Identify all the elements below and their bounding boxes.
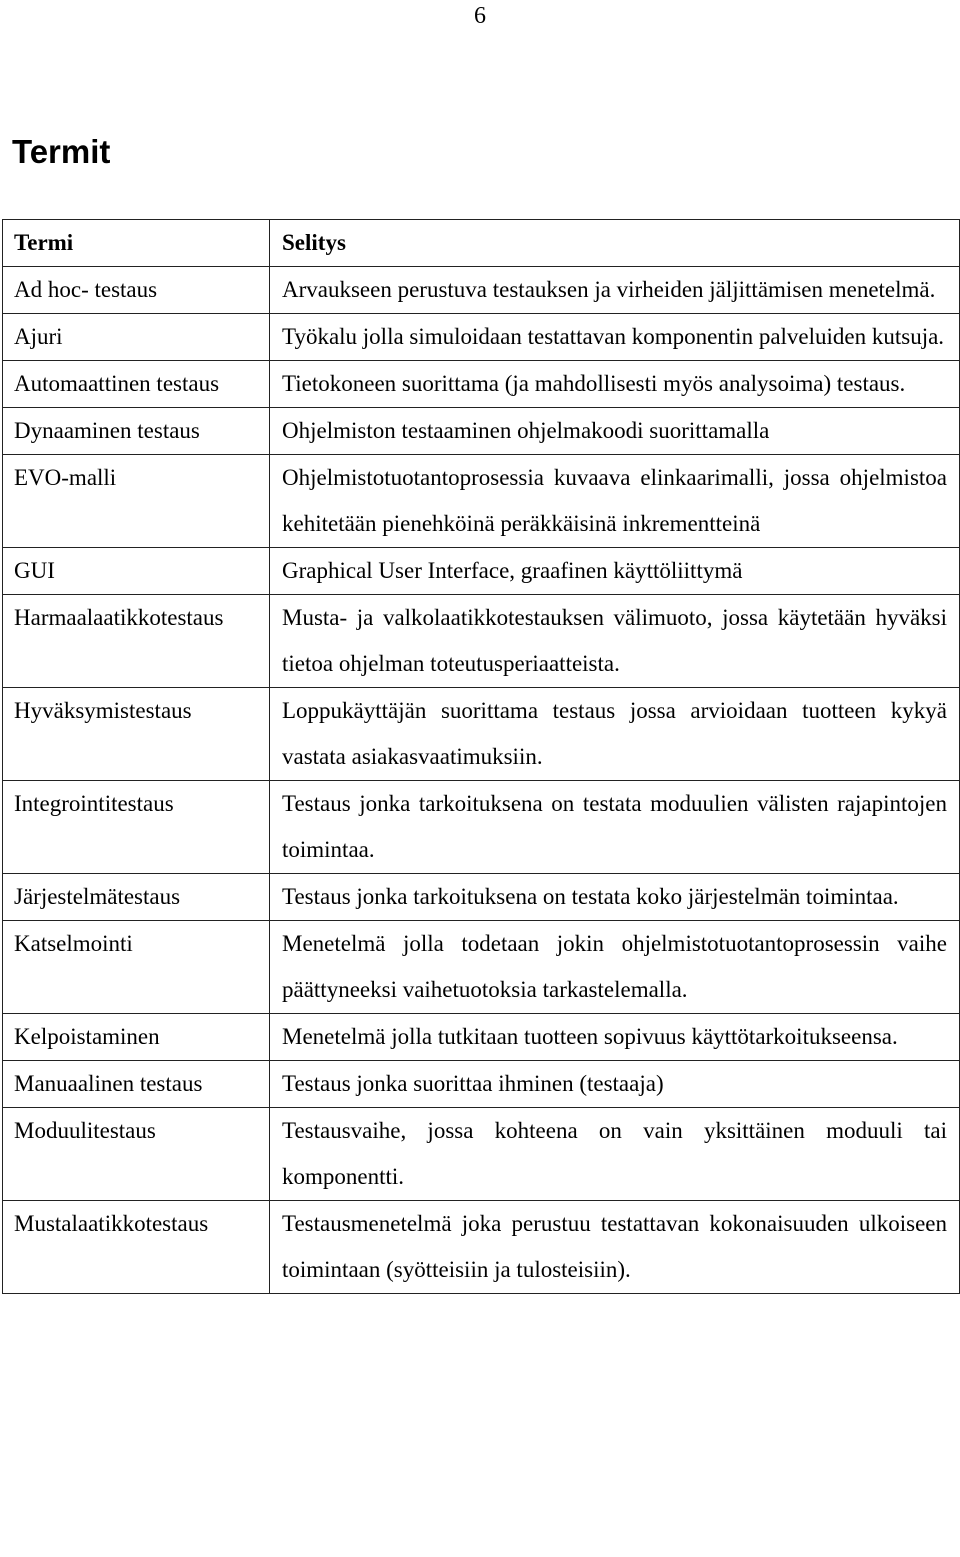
description-cell: Loppukäyttäjän suorittama testaus jossa arvioidaan tuotteen kykyä vastata asiakasvaatimuksiin. [270,688,960,781]
table-header-row [3,220,960,267]
term-cell: Katselmointi [3,921,270,1014]
term-cell: Järjestelmätestaus [3,874,270,921]
term-cell: EVO-malli [3,455,270,548]
term-cell: Kelpoistaminen [3,1014,270,1061]
term-cell: Harmaalaatikkotestaus [3,595,270,688]
description-cell: Ohjelmistotuotantoprosessia kuvaava elinkaarimalli, jossa ohjelmistoa kehitetään pienehköinä peräkkäisinä inkrementteinä [270,455,960,548]
term-cell: Dynaaminen testaus [3,408,270,455]
description-cell: Testausmenetelmä joka perustuu testattavan kokonaisuuden ulkoiseen toimintaan (syötteisiin ja tulosteisiin). [270,1201,960,1294]
table-row [3,781,960,874]
table-row [3,314,960,361]
description-cell: Työkalu jolla simuloidaan testattavan komponentin palveluiden kutsuja. [270,314,960,361]
table-row [3,1201,960,1294]
term-cell: Ad hoc- testaus [3,267,270,314]
term-cell: Automaattinen testaus [3,361,270,408]
term-cell: Integrointitestaus [3,781,270,874]
description-cell: Menetelmä jolla todetaan jokin ohjelmistotuotantoprosessin vaihe päättyneeksi vaihetuotoksia tarkastelemalla. [270,921,960,1014]
term-cell: Manuaalinen testaus [3,1061,270,1108]
description-cell: Arvaukseen perustuva testauksen ja virheiden jäljittämisen menetelmä. [270,267,960,314]
page-number: 6 [474,3,486,29]
column-header-term: Termi [3,220,270,267]
term-cell: Ajuri [3,314,270,361]
table-row [3,455,960,548]
table-row [3,1061,960,1108]
description-cell: Testaus jonka tarkoituksena on testata moduulien välisten rajapintojen toimintaa. [270,781,960,874]
table-row [3,874,960,921]
description-cell: Testaus jonka suorittaa ihminen (testaaja) [270,1061,960,1108]
terms-table [2,219,960,1294]
term-cell: Mustalaatikkotestaus [3,1201,270,1294]
table-row [3,408,960,455]
page-title: Termit [12,133,111,170]
table-row [3,361,960,408]
table-row [3,1108,960,1201]
description-cell: Testausvaihe, jossa kohteena on vain yksittäinen moduuli tai komponentti. [270,1108,960,1201]
description-cell: Musta- ja valkolaatikkotestauksen välimuoto, jossa käytetään hyväksi tietoa ohjelman toteutusperiaatteista. [270,595,960,688]
description-cell: Tietokoneen suorittama (ja mahdollisesti myös analysoima) testaus. [270,361,960,408]
table-row [3,921,960,1014]
table-row [3,1014,960,1061]
table-row [3,267,960,314]
description-cell: Graphical User Interface, graafinen käyttöliittymä [270,548,960,595]
term-cell: GUI [3,548,270,595]
description-cell: Ohjelmiston testaaminen ohjelmakoodi suorittamalla [270,408,960,455]
table-row [3,595,960,688]
term-cell: Hyväksymistestaus [3,688,270,781]
table-row [3,548,960,595]
description-cell: Menetelmä jolla tutkitaan tuotteen sopivuus käyttötarkoitukseensa. [270,1014,960,1061]
table-row [3,688,960,781]
description-cell: Testaus jonka tarkoituksena on testata koko järjestelmän toimintaa. [270,874,960,921]
term-cell: Moduulitestaus [3,1108,270,1201]
column-header-description: Selitys [270,220,960,267]
